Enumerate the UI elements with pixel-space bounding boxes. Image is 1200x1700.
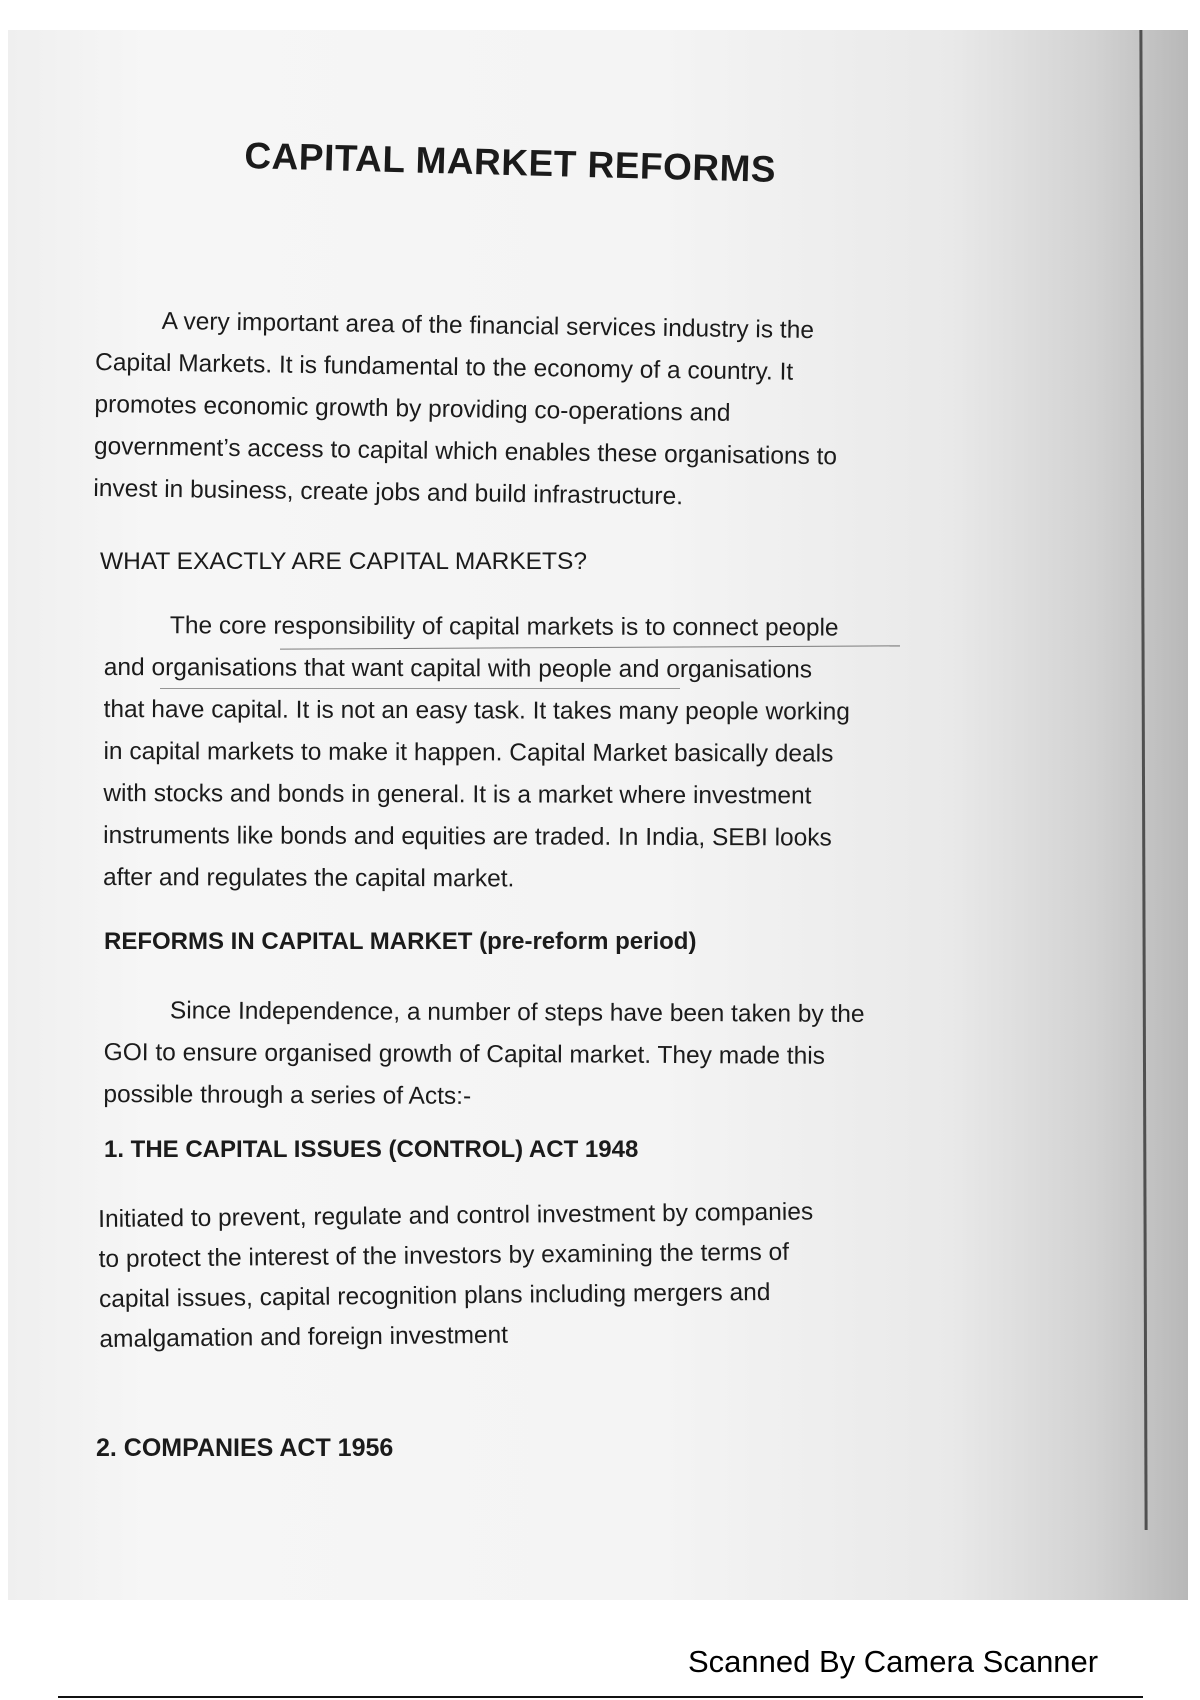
paragraph-line: to protect the interest of the investors by examining the terms of [98,1238,790,1273]
intro-paragraph [93,300,839,520]
paragraph-line: amalgamation and foreign investment [99,1321,509,1353]
paragraph-line: after and regulates the capital market. [103,863,515,893]
document-title: CAPITAL MARKET REFORMS [243,135,777,190]
what-paragraph [103,605,850,902]
paragraph-line: invest in business, create jobs and build infrastructure. [93,474,684,511]
section-heading-act2: 2. COMPANIES ACT 1956 [96,1434,394,1462]
paragraph-line: The core responsibility of capital markets is to connect people [169,612,839,642]
paragraph-line: promotes economic growth by providing co-operations and [94,390,731,427]
scanner-watermark: Scanned By Camera Scanner [688,1644,1099,1679]
paragraph-line: instruments like bonds and equities are traded. In India, SEBI looks [103,821,832,852]
reforms-paragraph [103,990,864,1120]
paragraph-line: Initiated to prevent, regulate and control investment by companies [98,1198,814,1233]
paragraph-line: GOI to ensure organised growth of Capital market. They made this [103,1038,826,1070]
paragraph-line: in capital markets to make it happen. Capital Market basically deals [103,737,834,768]
footer-divider [58,1696,1143,1698]
paragraph-line: Capital Markets. It is fundamental to the economy of a country. It [94,348,794,386]
paragraph-line: possible through a series of Acts:- [103,1080,472,1110]
section-heading-act1: 1. THE CAPITAL ISSUES (CONTROL) ACT 1948 [104,1136,639,1163]
paragraph-line: government’s access to capital which enables these organisations to [93,432,838,471]
pencil-underline [160,688,680,689]
paragraph-line: with stocks and bonds in general. It is a market where investment [103,779,812,810]
paragraph-line: that have capital. It is not an easy task. It takes many people working [103,695,850,726]
paragraph-line: and organisations that want capital with people and organisations [103,653,813,684]
paragraph-line: capital issues, capital recognition plans including mergers and [98,1278,771,1313]
act1-paragraph [98,1193,815,1360]
section-heading-reforms: REFORMS IN CAPITAL MARKET (pre-reform period) [104,928,697,955]
section-heading-what: WHAT EXACTLY ARE CAPITAL MARKETS? [100,548,587,575]
paragraph-line: A very important area of the financial services industry is the [161,307,815,345]
paragraph-line: Since Independence, a number of steps have been taken by the [169,997,865,1028]
